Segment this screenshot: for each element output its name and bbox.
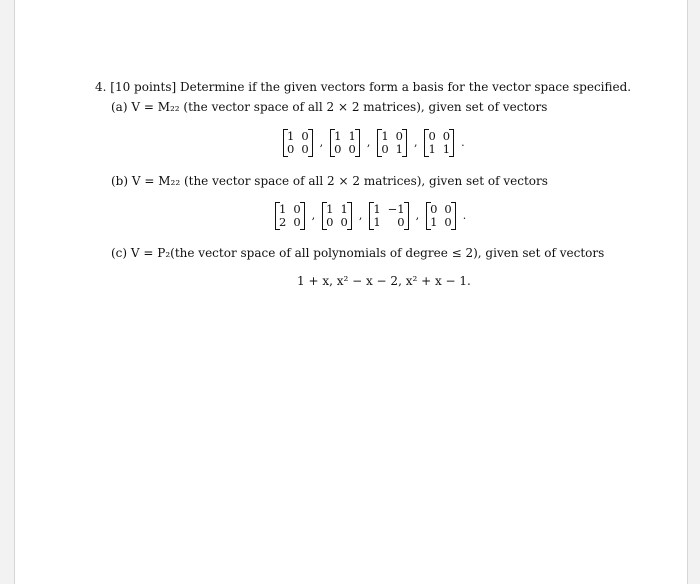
separator: , — [366, 136, 371, 149]
matrix-entry: 0 — [381, 142, 389, 156]
matrix-b-1 — [275, 203, 305, 229]
matrix-b-2 — [322, 203, 352, 229]
separator: , — [319, 136, 324, 149]
matrix-entry: 1 — [326, 202, 334, 216]
matrix-entry: 0 — [348, 142, 356, 156]
part-b-matrices — [275, 203, 467, 229]
matrix-entry: 0 — [287, 142, 295, 156]
part-c-text — [111, 246, 604, 260]
matrix-entry: 0 — [293, 215, 301, 229]
matrix-entry: 0 — [430, 202, 438, 216]
part-a-label: (a) — [111, 100, 128, 114]
matrix-entry: 1 — [334, 129, 342, 143]
matrix-entry: 0 — [326, 215, 334, 229]
matrix-entry: 0 — [334, 142, 342, 156]
part-a-description: V = M₂₂ (the vector space of all 2 × 2 matrices), given set of vectors — [131, 100, 548, 114]
matrix-entry: 0 — [301, 129, 309, 143]
matrix-a-2 — [330, 130, 360, 156]
matrix-entry: 0 — [293, 202, 301, 216]
separator: . — [461, 136, 465, 149]
matrix-a-4 — [424, 130, 454, 156]
part-c-polynomials: 1 + x, x² − x − 2, x² + x − 1. — [297, 274, 471, 288]
part-c-label: (c) — [111, 246, 128, 260]
matrix-entry: 1 — [373, 202, 381, 216]
problem-heading — [95, 80, 631, 94]
problem-number: 4. — [95, 80, 107, 94]
matrix-entry: 0 — [428, 129, 436, 143]
part-a-text — [111, 100, 547, 114]
matrix-entry: 1 — [381, 129, 389, 143]
matrix-entry: 1 — [395, 142, 403, 156]
problem-points: [10 points] — [110, 80, 177, 94]
matrix-entry: 0 — [442, 129, 451, 143]
matrix-entry: 1 — [442, 142, 451, 156]
matrix-entry: 0 — [340, 215, 348, 229]
part-b-label: (b) — [111, 174, 129, 188]
matrix-entry: 1 — [348, 129, 356, 143]
matrix-b-3 — [369, 203, 408, 229]
matrix-b-4 — [426, 203, 456, 229]
separator: , — [413, 136, 418, 149]
matrix-entry: 1 — [430, 215, 438, 229]
matrix-entry: 1 — [287, 129, 295, 143]
part-b-text — [111, 174, 548, 188]
matrix-entry: 1 — [428, 142, 436, 156]
matrix-entry: 0 — [444, 215, 452, 229]
matrix-entry: 0 — [444, 202, 452, 216]
separator: , — [311, 209, 316, 222]
separator: , — [415, 209, 420, 222]
matrix-entry: 2 — [279, 215, 287, 229]
problem-statement: Determine if the given vectors form a basis for the vector space specified. — [180, 80, 632, 94]
matrix-entry: 0 — [301, 142, 309, 156]
matrix-entry: 1 — [279, 202, 287, 216]
part-b-description: V = M₂₂ (the vector space of all 2 × 2 matrices), given set of vectors — [131, 174, 548, 188]
matrix-entry: 1 — [340, 202, 348, 216]
part-a-matrices — [283, 130, 466, 156]
document-page — [14, 0, 688, 584]
matrix-a-3 — [377, 130, 407, 156]
separator: . — [462, 209, 467, 222]
matrix-entry: 0 — [397, 215, 405, 229]
part-c-description: V = P₂(the vector space of all polynomials of degree ≤ 2), given set of vectors — [130, 246, 605, 260]
matrix-entry: 0 — [395, 129, 403, 143]
matrix-entry: −1 — [387, 202, 405, 216]
separator: , — [358, 209, 363, 222]
matrix-entry: 1 — [373, 215, 381, 229]
matrix-a-1 — [283, 130, 313, 156]
